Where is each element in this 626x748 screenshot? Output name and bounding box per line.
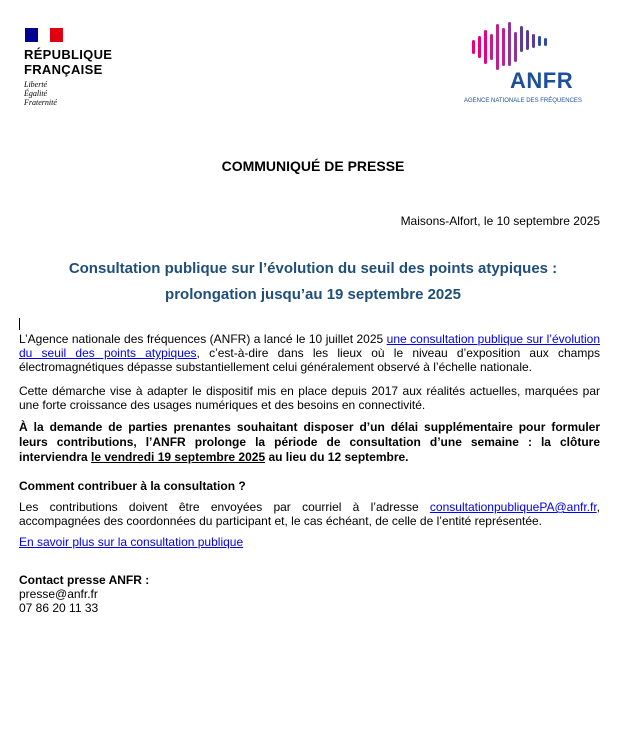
flag-red-band bbox=[50, 28, 63, 42]
motto-egalite: Égalité bbox=[24, 89, 48, 98]
section-title: Comment contribuer à la consultation ? bbox=[19, 479, 246, 493]
press-release-heading: COMMUNIQUÉ DE PRESSE bbox=[221, 158, 405, 174]
title-line-1: Consultation publique sur l’évolution du seuil des points atypiques : bbox=[68, 260, 558, 277]
contact-heading: Contact presse ANFR : bbox=[19, 573, 150, 587]
motto-fraternite: Fraternité bbox=[24, 98, 57, 107]
wave-bar bbox=[508, 22, 511, 66]
press-contact bbox=[19, 573, 600, 615]
motto bbox=[24, 80, 112, 107]
wave-bar bbox=[526, 30, 529, 50]
wave-bar bbox=[478, 36, 481, 58]
extension-text-start: À la demande de parties prenantes souhaitant disposer d’un délai supplémentaire pour formuler leurs contributions, l’ANFR prolonge la période de consultation d’une semaine : la clôture interviendra bbox=[19, 420, 600, 464]
intro-text-end: , c’est-à-dire dans les lieux où le niveau d’exposition aux champs électromagnétiques dépasse substantiellement celui généralement observé à l’échelle nationale. bbox=[19, 346, 600, 374]
intro-text-start: L’Agence nationale des fréquences (ANFR) a lancé le 10 juillet 2025 bbox=[19, 332, 387, 346]
date-line: Maisons-Alfort, le 10 septembre 2025 bbox=[400, 214, 600, 228]
anfr-name: ANFR bbox=[510, 68, 574, 93]
wave-bar bbox=[514, 32, 517, 62]
wave-bar bbox=[490, 34, 493, 60]
contact-phone: 07 86 20 11 33 bbox=[19, 601, 99, 615]
extension-text-end: au lieu du 12 septembre. bbox=[265, 450, 409, 464]
title-line-2: prolongation jusqu’au 19 septembre 2025 bbox=[165, 286, 461, 303]
contact-email: presse@anfr.fr bbox=[19, 587, 98, 601]
motto-liberte: Liberté bbox=[24, 80, 48, 89]
release-title bbox=[20, 256, 606, 308]
republique-name bbox=[24, 47, 112, 77]
francaise-line: FRANÇAISE bbox=[24, 62, 103, 77]
wave-bar bbox=[496, 24, 499, 70]
more-info-link[interactable]: En savoir plus sur la consultation publique bbox=[19, 535, 244, 549]
contribute-text-start: Les contributions doivent être envoyées par courriel à l’adresse bbox=[19, 500, 430, 514]
wave-bar bbox=[544, 38, 547, 46]
contribute-text-end: , accompagnées des coordonnées du participant et, le cas échéant, de celle de l’entité représentée. bbox=[19, 500, 600, 528]
anfr-waveform-icon bbox=[472, 22, 552, 70]
wave-bar bbox=[472, 40, 475, 54]
release-body bbox=[19, 332, 600, 615]
paragraph-how-to-contribute bbox=[19, 500, 600, 528]
text-cursor bbox=[19, 318, 20, 330]
flag-blue-band bbox=[25, 28, 38, 42]
republique-francaise-logo bbox=[24, 28, 112, 107]
consultation-email-link[interactable]: consultationpubliquePA@anfr.fr bbox=[429, 500, 597, 514]
closing-date: le vendredi 19 septembre 2025 bbox=[91, 450, 266, 464]
wave-bar bbox=[520, 26, 523, 52]
wave-bar bbox=[538, 36, 541, 46]
flag-white-band bbox=[38, 28, 51, 42]
paragraph-context: Cette démarche vise à adapter le dispositif mis en place depuis 2017 aux réalités actuelles, marquées par une forte croissance des usages numériques et des besoins en connectivité. bbox=[19, 384, 600, 412]
wave-bar bbox=[532, 34, 535, 48]
wave-bar bbox=[484, 30, 487, 64]
paragraph-extension bbox=[19, 420, 600, 465]
republique-line: RÉPUBLIQUE bbox=[24, 47, 113, 62]
paragraph-intro bbox=[19, 332, 600, 374]
paragraph-more-info bbox=[19, 535, 600, 549]
consultation-link[interactable]: une consultation publique sur l’évolution du seuil des points atypiques bbox=[19, 332, 601, 360]
french-flag-icon bbox=[25, 28, 63, 42]
wave-bar bbox=[502, 28, 505, 66]
anfr-tagline: AGENCE NATIONALE DES FRÉQUENCES bbox=[464, 98, 582, 104]
